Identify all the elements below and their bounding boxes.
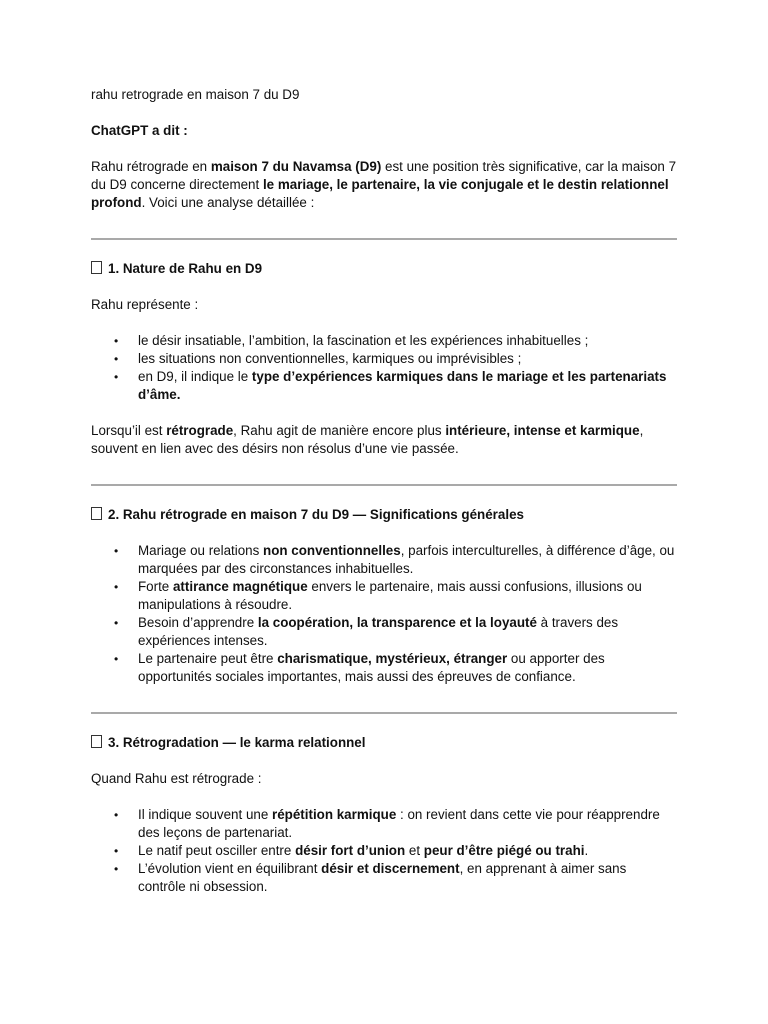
text-run: Le partenaire peut être bbox=[138, 651, 278, 666]
text-run: , souvent en lien avec des désirs non résolus d’une vie passée. bbox=[91, 423, 644, 456]
bullet-list bbox=[91, 332, 677, 404]
missing-glyph-icon bbox=[91, 507, 102, 520]
bold-text: rétrograde bbox=[166, 423, 234, 438]
section-lead: Rahu représente : bbox=[91, 297, 199, 312]
bullet-list bbox=[91, 542, 677, 686]
document-title-line: rahu retrograde en maison 7 du D9 bbox=[91, 87, 300, 102]
text-run: et bbox=[405, 843, 424, 858]
bullet-list bbox=[91, 806, 677, 896]
section-heading-text: 2. Rahu rétrograde en maison 7 du D9 — Significations générales bbox=[108, 507, 524, 522]
section-heading bbox=[91, 260, 677, 278]
text-run: Besoin d’apprendre bbox=[138, 615, 258, 630]
intro-paragraph bbox=[91, 158, 677, 212]
list-item bbox=[138, 650, 677, 686]
section-2 bbox=[91, 484, 677, 686]
bold-text: le mariage, le partenaire, la vie conjugale et le destin relationnel profond bbox=[91, 177, 669, 210]
section-closing bbox=[91, 422, 677, 458]
document-content bbox=[91, 86, 677, 914]
missing-glyph-icon bbox=[91, 735, 102, 748]
text-run: , parfois interculturelles, à différence d’âge, ou marquées par des circonstances inhabituelles. bbox=[138, 543, 675, 576]
text-run: Le natif peut osciller entre bbox=[138, 843, 296, 858]
section-heading-text: 3. Rétrogradation — le karma relationnel bbox=[108, 735, 366, 750]
list-item bbox=[138, 860, 677, 896]
text-run: ou apporter des opportunités sociales importantes, mais aussi des épreuves de confiance. bbox=[138, 651, 605, 684]
text-run: Il indique souvent une bbox=[138, 807, 273, 822]
text-run: . Voici une analyse détaillée : bbox=[141, 195, 315, 210]
section-1 bbox=[91, 238, 677, 458]
bold-text: désir et discernement bbox=[321, 861, 460, 876]
list-item bbox=[138, 578, 677, 614]
list-item bbox=[138, 368, 677, 404]
author-label: ChatGPT a dit : bbox=[91, 123, 188, 138]
bold-text: la coopération, la transparence et la loyauté bbox=[257, 615, 537, 630]
section-heading bbox=[91, 734, 677, 752]
text-run: : on revient dans cette vie pour réapprendre des leçons de partenariat. bbox=[138, 807, 660, 840]
text-run: L’évolution vient en équilibrant bbox=[138, 861, 322, 876]
bold-text: attirance magnétique bbox=[172, 579, 308, 594]
text-run: est une position très significative, car la maison 7 du D9 concerne directement bbox=[91, 159, 677, 192]
bold-text: répétition karmique bbox=[272, 807, 397, 822]
section-3 bbox=[91, 712, 677, 896]
section-heading bbox=[91, 506, 677, 524]
list-item bbox=[138, 842, 677, 860]
text-run: , en apprenant à aimer sans contrôle ni obsession. bbox=[138, 861, 627, 894]
list-item bbox=[138, 542, 677, 578]
horizontal-rule bbox=[91, 712, 677, 714]
missing-glyph-icon bbox=[91, 261, 102, 274]
horizontal-rule bbox=[91, 484, 677, 486]
bold-text: désir fort d’union bbox=[295, 843, 406, 858]
bold-text: intérieure, intense et karmique bbox=[445, 423, 640, 438]
text-run: le désir insatiable, l’ambition, la fascination et les expériences inhabituelles ; bbox=[138, 333, 589, 348]
text-run: les situations non conventionnelles, karmiques ou imprévisibles ; bbox=[138, 351, 522, 366]
text-run: envers le partenaire, mais aussi confusions, illusions ou manipulations à résoudre. bbox=[138, 579, 642, 612]
text-run: , Rahu agit de manière encore plus bbox=[233, 423, 446, 438]
text-run: en D9, il indique le bbox=[138, 369, 252, 384]
list-item bbox=[138, 350, 677, 368]
bold-text: maison 7 du Navamsa (D9) bbox=[210, 159, 382, 174]
text-run: Rahu rétrograde en bbox=[91, 159, 211, 174]
list-item bbox=[138, 614, 677, 650]
bold-text: charismatique, mystérieux, étranger bbox=[277, 651, 508, 666]
section-lead: Quand Rahu est rétrograde : bbox=[91, 771, 262, 786]
horizontal-rule bbox=[91, 238, 677, 240]
text-run: à travers des expériences intenses. bbox=[138, 615, 619, 648]
bold-text: type d’expériences karmiques dans le mariage et les partenariats d’âme. bbox=[138, 369, 667, 402]
text-run: . bbox=[584, 843, 589, 858]
text-run: Forte bbox=[138, 579, 173, 594]
bold-text: non conventionnelles bbox=[263, 543, 401, 558]
section-heading-text: 1. Nature de Rahu en D9 bbox=[108, 261, 263, 276]
bold-text: peur d’être piégé ou trahi bbox=[423, 843, 585, 858]
text-run: Mariage ou relations bbox=[138, 543, 264, 558]
list-item bbox=[138, 332, 677, 350]
text-run: Lorsqu’il est bbox=[91, 423, 167, 438]
list-item bbox=[138, 806, 677, 842]
